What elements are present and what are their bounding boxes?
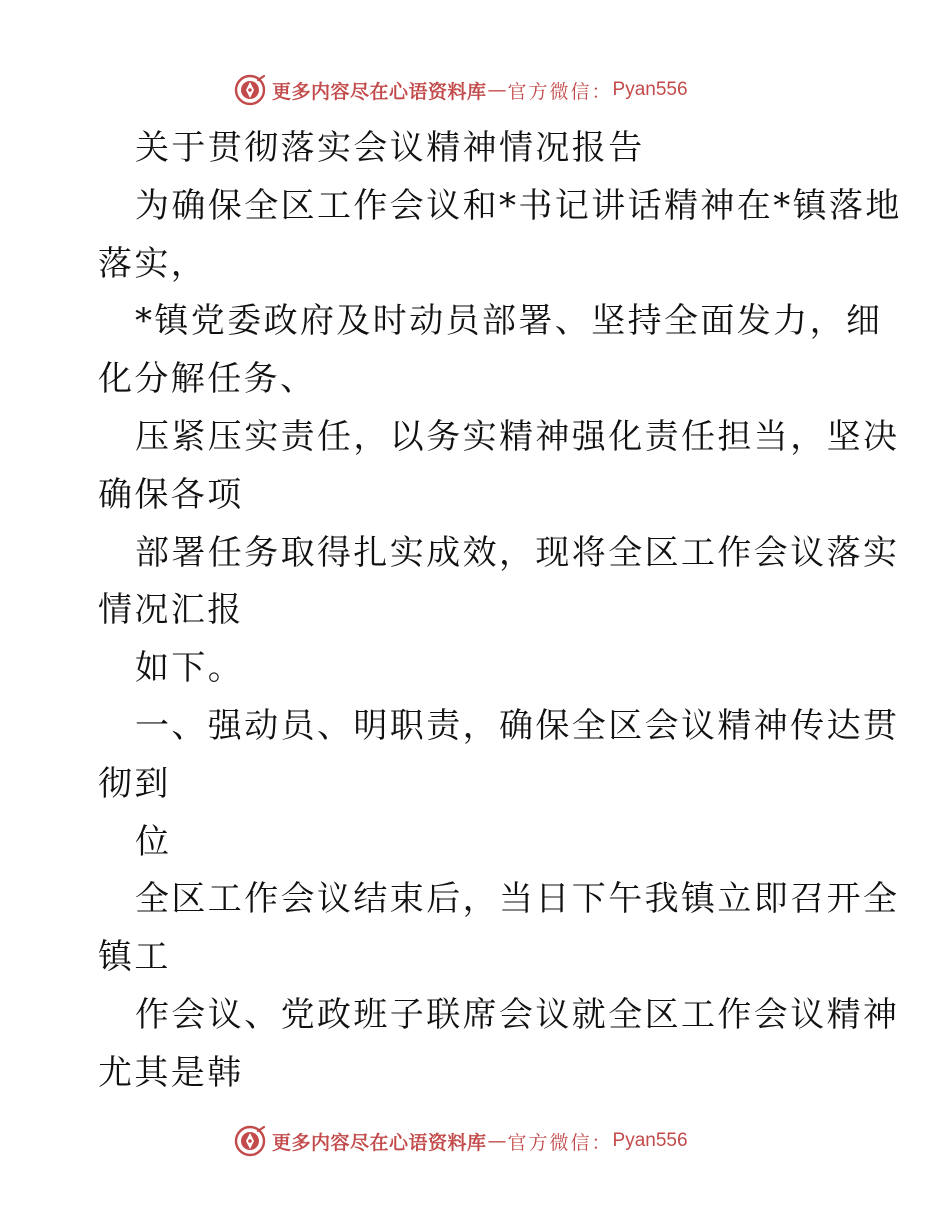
body-line: 作会议、党政班子联席会议就全区工作会议精神 [135, 994, 900, 1035]
body-line: 落实， [98, 243, 208, 284]
banner-wechat-label: 官方微信： [507, 80, 613, 103]
body-line: 镇工 [98, 937, 171, 978]
section-heading-line: 位 [135, 821, 172, 862]
document-body [98, 120, 902, 1103]
body-line: 部署任务取得扎实成效，现将全区工作会议落实 [135, 532, 900, 573]
banner-lead-text: 更多内容尽在心语资料库 [272, 1131, 487, 1154]
section-heading-line: 一、强动员、明职责，确保全区会议精神传达贯 [135, 705, 900, 746]
body-line: 如下。 [135, 648, 245, 689]
document-title: 关于贯彻落实会议精神情况报告 [135, 128, 645, 168]
body-line: *镇党委政府及时动员部署、坚持全面发力，细 [135, 301, 883, 342]
section-heading-line: 彻到 [98, 763, 171, 804]
pen-nib-seal-icon [234, 1125, 266, 1157]
footer-banner [234, 1124, 688, 1158]
header-banner [234, 73, 688, 107]
banner-wechat-handle: Pyan556 [612, 79, 688, 100]
body-line: 情况汇报 [98, 590, 244, 631]
body-line: 确保各项 [98, 474, 244, 515]
body-line: 尤其是韩 [98, 1052, 244, 1093]
banner-dash: — [487, 79, 507, 101]
banner-wechat-label: 官方微信： [507, 1131, 613, 1154]
banner-wechat-handle: Pyan556 [612, 1130, 688, 1151]
body-line: 全区工作会议结束后，当日下午我镇立即召开全 [135, 879, 900, 920]
body-line: 为确保全区工作会议和*书记讲话精神在*镇落地 [135, 185, 902, 226]
banner-dash: — [487, 1130, 507, 1152]
banner-lead-text: 更多内容尽在心语资料库 [272, 80, 487, 103]
body-line: 压紧压实责任，以务实精神强化责任担当，坚决 [135, 416, 900, 457]
pen-nib-seal-icon [234, 74, 266, 106]
body-line: 化分解任务、 [98, 359, 317, 400]
